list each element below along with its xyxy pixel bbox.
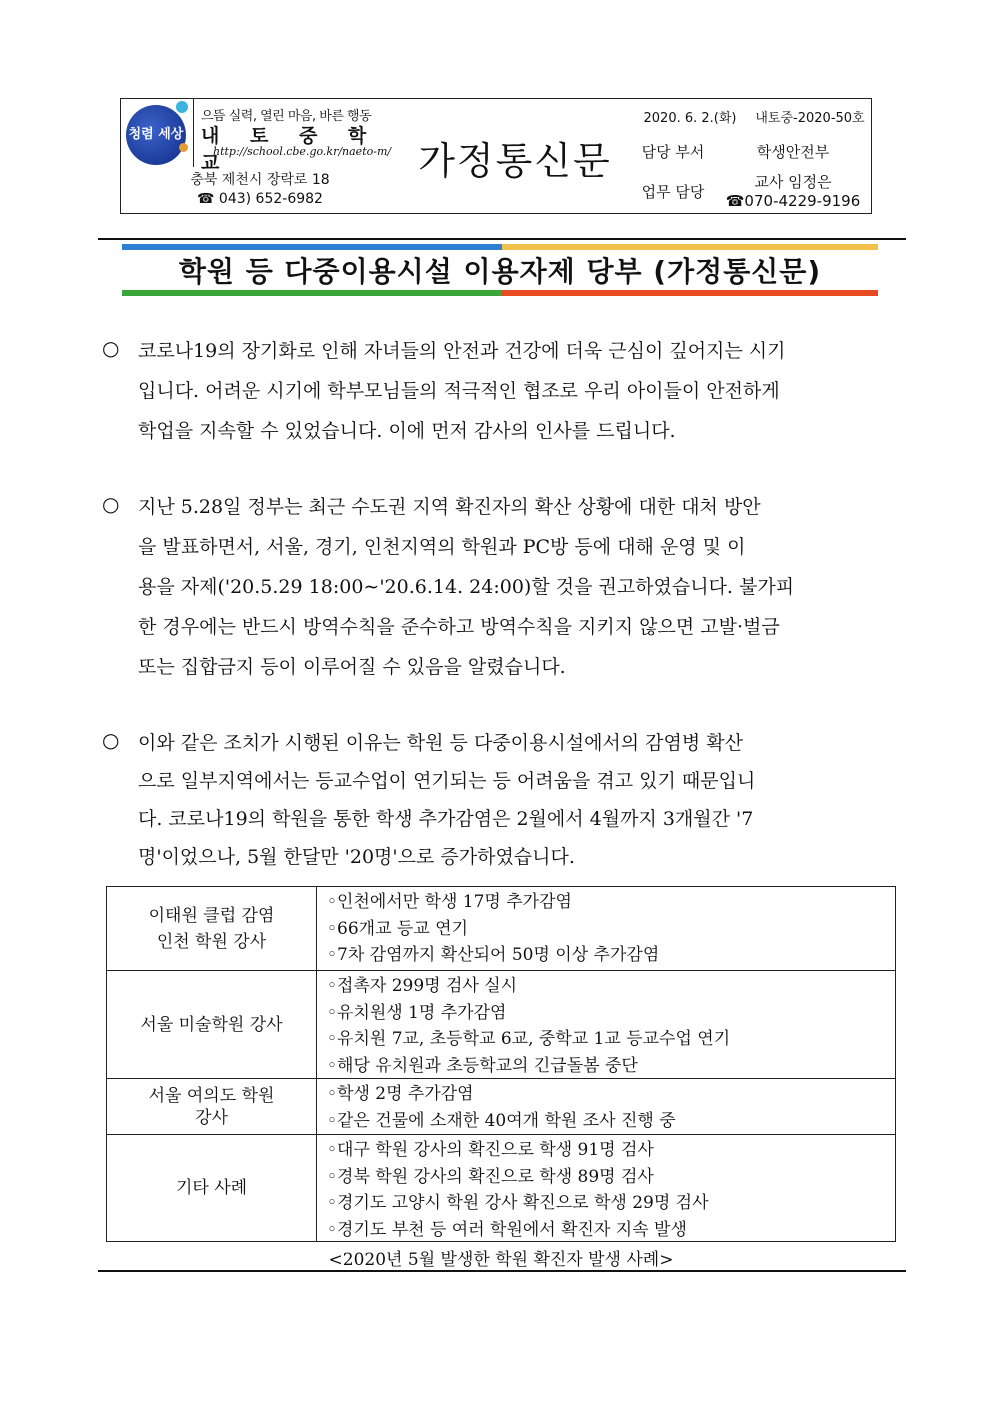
- case-item: ◦7차 감염까지 확산되어 50명 이상 추가감염: [327, 945, 660, 965]
- top-divider: [98, 238, 906, 240]
- paragraph-line: 이와 같은 조치가 시행된 이유는 학원 등 다중이용시설에서의 감염병 확산: [138, 732, 743, 754]
- case-item: ◦같은 건물에 소재한 40여개 학원 조사 진행 중: [327, 1110, 676, 1131]
- school-address-block: [121, 167, 399, 215]
- school-logo-area: [121, 99, 399, 174]
- paragraph-bullet: ○: [102, 336, 120, 360]
- logo-divider: [193, 99, 194, 167]
- paragraph-line: 명'이었으나, 5월 한달만 '20명'으로 증가하였습니다.: [138, 846, 575, 868]
- banner-title: 학원 등 다중이용시설 이용자제 당부 (가정통신문): [178, 255, 822, 288]
- logo-dot-blue: [176, 101, 188, 113]
- dept-value: 학생안전부: [756, 142, 830, 161]
- case-item: ◦경북 학원 강사의 확진으로 학생 89명 검사: [327, 1166, 654, 1187]
- school-address: 충북 제천시 장락로 18: [190, 172, 330, 188]
- table-row: [107, 971, 895, 1079]
- staff-phone: ☎070-4229-9196: [725, 192, 861, 210]
- case-item: ◦유치원 7교, 초등학교 6교, 중학교 1교 등교수업 연기: [327, 1029, 731, 1049]
- case-item: ◦66개교 등교 연기: [327, 918, 468, 939]
- paragraph-line: 또는 집합금지 등이 이루어질 수 있음을 알렸습니다.: [138, 656, 566, 678]
- paragraph-line: 지난 5.28일 정부는 최근 수도권 지역 확진자의 확산 상황에 대한 대처 방안: [138, 496, 761, 518]
- table-row: [107, 1135, 895, 1241]
- title-banner: [122, 244, 878, 296]
- case-item: ◦해당 유치원과 초등학교의 긴급돌봄 중단: [327, 1055, 638, 1076]
- paragraph-line: 다. 코로나19의 학원을 통한 학생 추가감염은 2월에서 4월까지 3개월간 '7: [138, 808, 754, 830]
- table-caption: <2020년 5월 발생한 학원 확진자 발생 사례>: [328, 1250, 674, 1270]
- paragraph-line: 입니다. 어려운 시기에 학부모님들의 적극적인 협조로 우리 아이들이 안전하게: [138, 380, 780, 402]
- case-label-line: 강사: [195, 1107, 228, 1128]
- cases-table: [106, 886, 896, 1242]
- staff-name: 교사 임정은: [754, 173, 832, 191]
- paragraph-line: 용을 자제('20.5.29 18:00∼'20.6.14. 24:00)할 것을 권고하였습니다. 불가피: [138, 576, 795, 598]
- case-items: [327, 1137, 709, 1243]
- paragraph-bullet: ○: [102, 492, 120, 516]
- case-item: ◦경기도 부천 등 여러 학원에서 확진자 지속 발생: [327, 1219, 687, 1240]
- document-header: [120, 98, 872, 214]
- school-url: http://school.cbe.go.kr/naeto-m/: [213, 145, 392, 158]
- logo-text: 청렴 세상: [128, 127, 184, 142]
- paragraph-line: 으로 일부지역에서는 등교수업이 연기되는 등 어려움을 겪고 있기 때문입니: [138, 770, 756, 792]
- paragraph-line: 을 발표하면서, 서울, 경기, 인천지역의 학원과 PC방 등에 대해 운영 및 이: [138, 536, 746, 558]
- case-label: [107, 1135, 317, 1241]
- school-phone: ☎ 043) 652-6982: [197, 191, 323, 207]
- case-label-line: 서울 여의도 학원: [148, 1085, 275, 1106]
- case-items: [327, 973, 730, 1079]
- table-row: [107, 887, 895, 971]
- case-item: ◦접촉자 299명 검사 실시: [327, 976, 518, 996]
- school-name: 내 토 중 학 교: [201, 125, 379, 174]
- school-motto: 으뜸 실력, 열린 마음, 바른 행동: [201, 109, 372, 124]
- paragraph-line: 한 경우에는 반드시 방역수칙을 준수하고 방역수칙을 지키지 않으면 고발·벌금: [138, 616, 780, 638]
- dept-label: 담당 부서: [641, 142, 705, 161]
- case-label-line: 이태원 클럽 감염: [148, 905, 275, 926]
- paragraph-line: 코로나19의 장기화로 인해 자녀들의 안전과 건강에 더욱 근심이 깊어지는 시기: [138, 340, 786, 362]
- case-label-line: 서울 미술학원 강사: [140, 1014, 283, 1035]
- paragraph-bullet: ○: [102, 728, 120, 752]
- staff-value: [715, 169, 871, 213]
- document-title: 가정통신문: [418, 138, 612, 183]
- case-label: [107, 1079, 317, 1134]
- case-items: [327, 1081, 676, 1134]
- banner-bar-green: [122, 290, 502, 296]
- paragraph-line: 학업을 지속할 수 있었습니다. 이에 먼저 감사의 인사를 드립니다.: [138, 420, 676, 442]
- logo-dot-orange: [179, 143, 188, 152]
- case-label-line: 인천 학원 강사: [156, 931, 267, 952]
- bottom-divider: [98, 1270, 906, 1272]
- case-items: [327, 889, 659, 969]
- case-item: ◦대구 학원 강사의 확진으로 학생 91명 검사: [327, 1140, 654, 1160]
- case-item: ◦유치원생 1명 추가감염: [327, 1002, 507, 1023]
- case-item: ◦인천에서만 학생 17명 추가감염: [327, 892, 572, 912]
- staff-label: 업무 담당: [641, 182, 705, 201]
- case-label: [107, 971, 317, 1078]
- banner-bar-red: [502, 290, 878, 296]
- case-item: ◦경기도 고양시 학원 강사 확진으로 학생 29명 검사: [327, 1193, 709, 1213]
- case-label-line: 기타 사례: [175, 1178, 248, 1198]
- document-date: 2020. 6. 2.(화): [643, 110, 737, 126]
- document-number: 내토중-2020-50호: [755, 110, 865, 126]
- school-logo: [126, 105, 186, 165]
- case-label: [107, 887, 317, 970]
- table-row: [107, 1079, 895, 1135]
- case-item: ◦학생 2명 추가감염: [327, 1084, 474, 1104]
